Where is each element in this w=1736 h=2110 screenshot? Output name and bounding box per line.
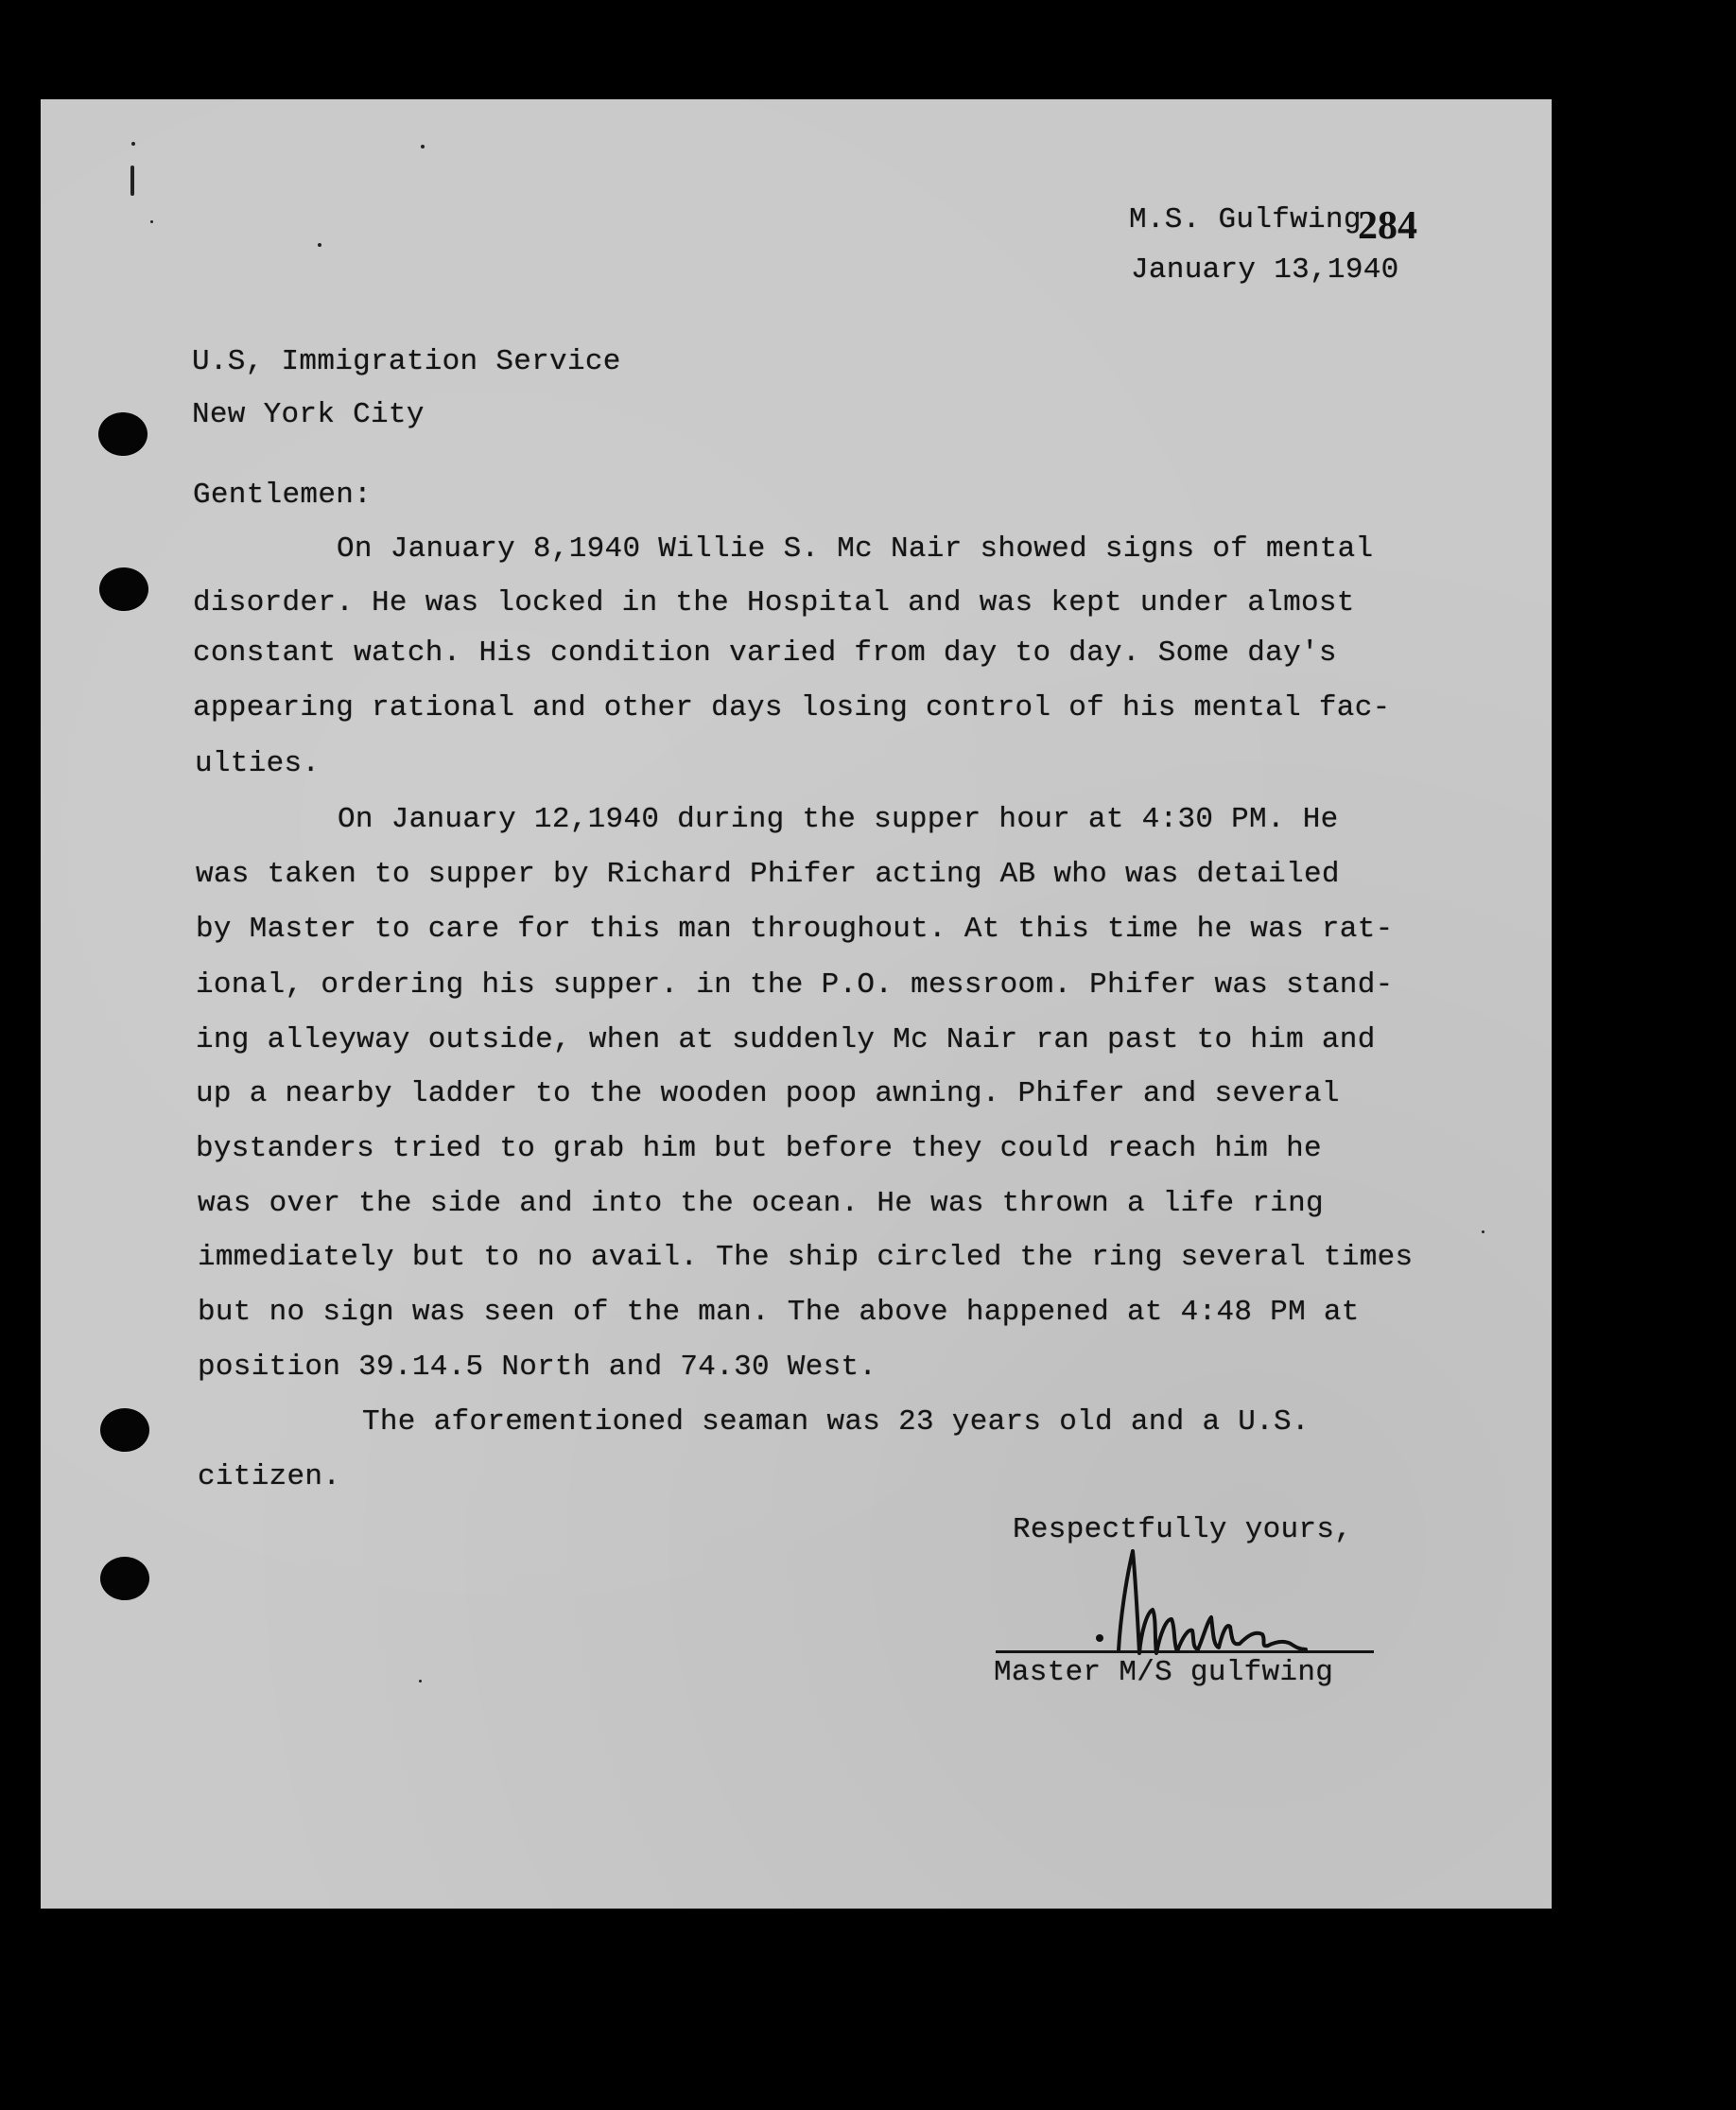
punch-hole — [99, 567, 148, 611]
body-line: On January 8,1940 Willie S. Mc Nair showed signs of mental — [337, 532, 1374, 566]
body-line: but no sign was seen of the man. The above happened at 4:48 PM at — [198, 1296, 1360, 1329]
body-line: was over the side and into the ocean. He was thrown a life ring — [198, 1187, 1324, 1220]
body-line: appearing rational and other days losing control of his mental fac- — [193, 691, 1391, 724]
letter-page — [41, 99, 1552, 1909]
page-number-stamp: 284 — [1358, 204, 1417, 248]
scan-mark — [318, 243, 321, 247]
body-line: ulties. — [195, 747, 321, 780]
recipient-line-2: New York City — [192, 398, 425, 431]
punch-hole — [100, 1557, 149, 1600]
scan-mark — [421, 145, 425, 148]
vessel-name: M.S. Gulfwing — [1129, 203, 1362, 236]
body-line: ing alleyway outside, when at suddenly Mc Nair ran past to him and — [196, 1023, 1376, 1056]
letter-date: January 13,1940 — [1131, 253, 1399, 287]
scan-mark — [150, 220, 153, 223]
punch-hole — [100, 1408, 149, 1452]
punch-hole — [98, 412, 148, 456]
body-line: by Master to care for this man throughout. At this time he was rat- — [196, 913, 1394, 946]
body-line: ional, ordering his supper. in the P.O. messroom. Phifer was stand- — [196, 968, 1394, 1002]
body-line: The aforementioned seaman was 23 years old and a U.S. — [362, 1405, 1310, 1439]
body-line: constant watch. His condition varied from day to day. Some day's — [193, 636, 1337, 670]
body-line: position 39.14.5 North and 74.30 West. — [198, 1351, 877, 1384]
body-line: immediately but to no avail. The ship circled the ring several times — [198, 1241, 1414, 1274]
scan-mark — [131, 142, 135, 146]
scan-mark — [419, 1680, 422, 1683]
body-line: was taken to supper by Richard Phifer acting AB who was detailed — [196, 858, 1340, 891]
recipient-line-1: U.S, Immigration Service — [192, 345, 621, 378]
body-line: bystanders tried to grab him but before they could reach him he — [196, 1132, 1322, 1165]
salutation: Gentlemen: — [193, 479, 373, 512]
scan-mark — [1482, 1230, 1484, 1233]
signature-line — [996, 1650, 1374, 1653]
body-line: On January 12,1940 during the supper hour at 4:30 PM. He — [338, 803, 1339, 836]
valediction: Respectfully yours, — [1013, 1513, 1353, 1546]
signer-title: Master M/S gulfwing — [994, 1656, 1334, 1689]
body-line: disorder. He was locked in the Hospital and was kept under almost — [193, 586, 1355, 619]
body-line: citizen. — [198, 1460, 341, 1493]
scan-mark — [130, 166, 134, 196]
body-line: up a nearby ladder to the wooden poop awning. Phifer and several — [196, 1077, 1340, 1110]
